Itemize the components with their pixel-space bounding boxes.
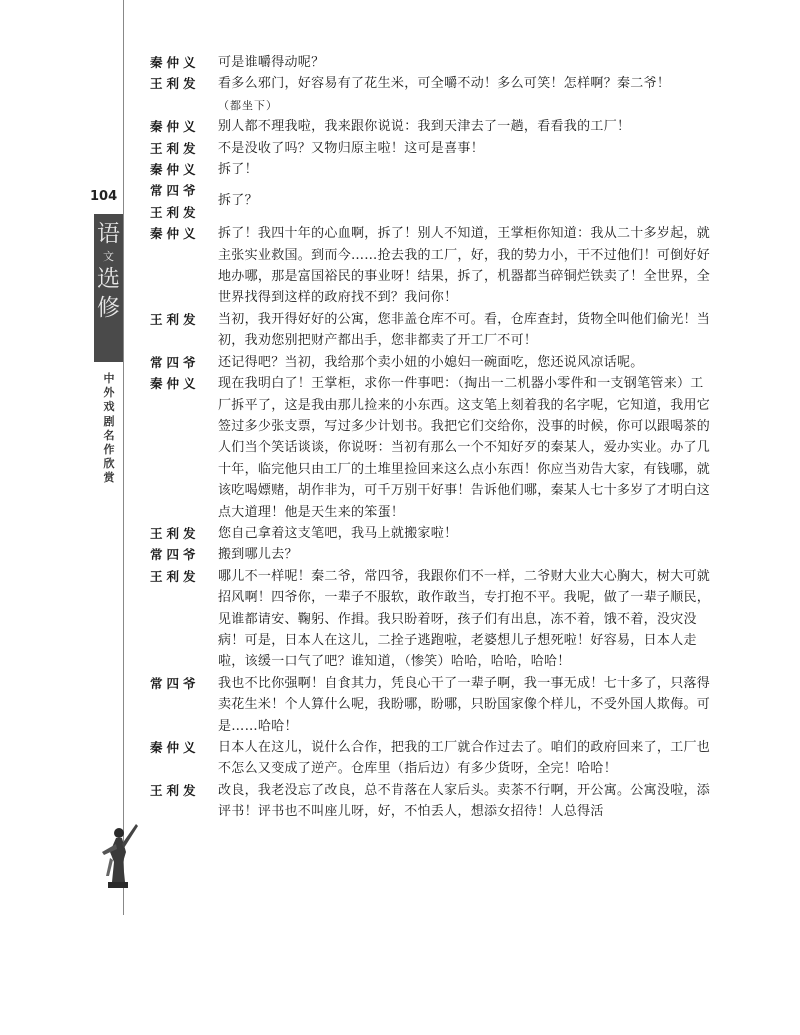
dialogue-line xyxy=(150,73,712,94)
speaker-name: 王利发 xyxy=(150,525,200,541)
dialogue-line xyxy=(150,159,712,180)
dialogue-line xyxy=(150,138,712,159)
dialogue-line xyxy=(150,780,712,823)
speaker-name: 常四爷 xyxy=(150,183,200,199)
book-title: 中外戏剧名作欣赏 xyxy=(103,372,115,485)
script-body xyxy=(150,52,712,823)
speaker-name: 王利发 xyxy=(150,311,200,327)
dialogue-line xyxy=(150,223,712,309)
dialogue-text: 搬到哪儿去？ xyxy=(218,547,298,563)
speaker-name: 秦仲义 xyxy=(150,119,200,135)
dialogue-text: 当初，我开得好好的公寓，您非盖仓库不可。看，仓库查封，货物全叫他们偷光！当初，我劝您别把财产都出手，您非都卖了开工厂不可！ xyxy=(218,311,711,349)
speaker-name: 王利发 xyxy=(150,76,200,92)
dialogue-line xyxy=(150,116,712,137)
speaker-name: 秦仲义 xyxy=(150,226,200,242)
speaker-name: 秦仲义 xyxy=(150,376,200,392)
dialogue-text: 可是谁嚼得动呢？ xyxy=(218,55,325,70)
speaker-name: 王利发 xyxy=(150,568,200,584)
dialogue-text: 看多么邪门，好容易有了花生米，可全嚼不动！多么可笑！怎样啊？秦二爷！ xyxy=(218,76,671,92)
speaker-name: 秦仲义 xyxy=(150,162,200,178)
dialogue-line xyxy=(150,737,712,780)
knight-figure-illustration xyxy=(96,818,140,890)
dialogue-line xyxy=(150,566,712,673)
dialogue-line xyxy=(150,180,712,223)
dialogue-line xyxy=(150,373,712,523)
dialogue-text: 您自己拿着这支笔吧，我马上就搬家啦！ xyxy=(218,525,458,541)
speaker-name: 王利发 xyxy=(150,204,200,220)
dialogue-text: 不是没收了吗？又物归原主啦！这可是喜事！ xyxy=(218,140,485,156)
dialogue-line xyxy=(150,523,712,544)
dialogue-line xyxy=(150,673,712,737)
side-tab-char: 文 xyxy=(103,250,114,263)
dialogue-text: 拆了！ xyxy=(218,162,258,178)
speaker-name: 常四爷 xyxy=(150,675,200,691)
side-tab-char: 修 xyxy=(97,295,120,321)
margin-rule xyxy=(123,0,124,915)
speaker-group xyxy=(150,180,218,223)
side-tab-char: 语 xyxy=(97,221,120,247)
side-tab xyxy=(94,214,123,362)
dialogue-text: 我也不比你强啊！自食其力，凭良心干了一辈子啊，我一事无成！七十多了，只落得卖花生米！个人算什么呢，我盼哪，盼哪，只盼国家像个样儿，不受外国人欺侮。可是……哈哈！ xyxy=(218,675,711,734)
dialogue-line xyxy=(150,309,712,352)
speaker-name: 王利发 xyxy=(150,140,200,156)
speaker-name: 常四爷 xyxy=(150,354,200,370)
dialogue-line xyxy=(150,52,712,73)
page-number: 104 xyxy=(90,189,118,204)
dialogue-text: 拆了！我四十年的心血啊，拆了！别人不知道，王掌柜你知道：我从二十多岁起，就主张实业救国。到而今……抢去我的工厂，好，我的势力小，干不过他们！可倒好好地办哪，那是富国裕民的事业呀！结果，拆了，机器都当碎铜烂铁卖了！全世界，全世界找得到这样的政府找不到？我问你！ xyxy=(218,226,711,306)
speaker-name: 秦仲义 xyxy=(150,55,200,70)
dialogue-line xyxy=(150,352,712,373)
dialogue-text: 日本人在这儿，说什么合作，把我的工厂就合作过去了。咱们的政府回来了，工厂也不怎么又变成了逆产。仓库里（指后边）有多少货呀，全完！哈哈！ xyxy=(218,740,711,777)
speaker-name: 秦仲义 xyxy=(150,740,200,755)
stage-direction: （都坐下） xyxy=(218,98,278,112)
speaker-name: 常四爷 xyxy=(150,547,200,563)
side-tab-char: 选 xyxy=(97,266,120,292)
dialogue-line xyxy=(150,544,712,565)
dialogue-text: 还记得吧？当初，我给那个卖小妞的小媳妇一碗面吃，您还说风凉话呢。 xyxy=(218,354,644,370)
dialogue-text: 哪儿不一样呢！秦二爷，常四爷，我跟你们不一样，二爷财大业大心胸大，树大可就招风啊！四爷你，一辈子不服软，敢作敢当，专打抱不平。我呢，做了一辈子顺民，见谁都请安、鞠躬、作揖。我只盼着呀，孩子们有出息，冻不着，饿不着，没灾没病！可是，日本人在这儿，二拴子逃跑啦，老婆想儿子想死啦！好容易，日本人走啦，该缓一口气了吧？谁知道，（惨笑）哈哈，哈哈，哈哈！ xyxy=(218,568,711,670)
dialogue-text: 改良，我老没忘了改良，总不肯落在人家后头。卖茶不行啊，开公寓。公寓没啦，添评书！评书也不叫座儿呀，好，不怕丢人，想添女招待！人总得活 xyxy=(218,782,711,820)
stage-direction-line xyxy=(150,95,712,116)
speaker-name: 王利发 xyxy=(150,782,200,798)
dialogue-text: 拆了？ xyxy=(218,193,258,209)
dialogue-text: 现在我明白了！王掌柜，求你一件事吧：（掏出一二机器小零件和一支钢笔管来）工厂拆平了，这是我由那儿捡来的小东西。这支笔上刻着我的名字呢，它知道，我用它签过多少张支票，写过多少计划书。我把它们交给你，没事的时候，你可以跟喝茶的人们当个笑话谈谈，你说呀：当初有那么一个不知好歹的秦某人，爱办实业。办了几十年，临完他只由工厂的土堆里捡回来这么点小东西！你应当劝告大家，有钱哪，就该吃喝嫖赌，胡作非为，可千万别干好事！告诉他们哪，秦某人七十多岁了才明白这点大道理！他是天生来的笨蛋！ xyxy=(218,376,711,520)
dialogue-text: 别人都不理我啦，我来跟你说说：我到天津去了一趟，看看我的工厂！ xyxy=(218,119,631,135)
